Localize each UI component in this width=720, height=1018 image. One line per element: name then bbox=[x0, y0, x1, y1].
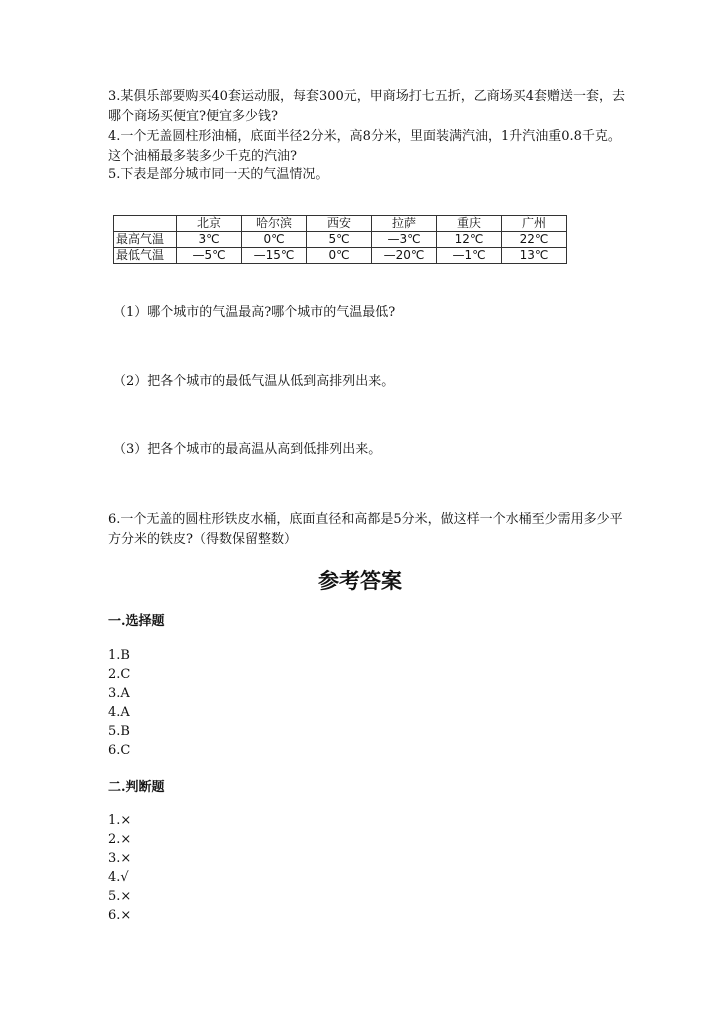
list-item: 2.C bbox=[108, 667, 131, 682]
temperature-table bbox=[113, 215, 567, 264]
list-item: 5.× bbox=[108, 889, 132, 904]
table-row bbox=[114, 248, 567, 264]
section-title-judgment: 二.判断题 bbox=[108, 780, 165, 795]
question-3: 3.某俱乐部要购买40套运动服，每套300元，甲商场打七五折，乙商场买4套赠送一套，去哪个商场买便宜?便宜多少钱? bbox=[108, 89, 626, 124]
list-item: 6.× bbox=[108, 908, 132, 923]
list-item: 6.C bbox=[108, 743, 131, 758]
table-cell: 0℃ bbox=[242, 232, 307, 248]
answer-key-title: 参考答案 bbox=[318, 568, 402, 593]
table-cell: —1℃ bbox=[437, 248, 502, 264]
table-row-label: 最低气温 bbox=[114, 248, 177, 264]
question-4: 4.一个无盖圆柱形油桶，底面半径2分米，高8分米，里面装满汽油，1升汽油重0.8千克。这个油桶最多装多少千克的汽油? bbox=[108, 129, 621, 164]
question-5: 5.下表是部分城市同一天的气温情况。 bbox=[108, 167, 329, 182]
list-item: 3.× bbox=[108, 851, 132, 866]
table-header-cell: 广州 bbox=[502, 216, 567, 232]
table-header-row bbox=[114, 216, 567, 232]
table-header-cell: 西安 bbox=[307, 216, 372, 232]
table-cell: 22℃ bbox=[502, 232, 567, 248]
answer-list-judgment bbox=[108, 811, 131, 925]
table-cell: —5℃ bbox=[177, 248, 242, 264]
question-6: 6.一个无盖的圆柱形铁皮水桶，底面直径和高都是5分米，做这样一个水桶至少需用多少平方分米的铁皮?（得数保留整数） bbox=[108, 512, 623, 547]
list-item: 3.A bbox=[108, 686, 130, 701]
list-item: 1.× bbox=[108, 813, 132, 828]
table-cell: 5℃ bbox=[307, 232, 372, 248]
table-cell: —15℃ bbox=[242, 248, 307, 264]
list-item: 5.B bbox=[108, 724, 130, 739]
sub-question-2: （2）把各个城市的最低气温从低到高排列出来。 bbox=[113, 374, 395, 389]
table-cell: 3℃ bbox=[177, 232, 242, 248]
table-row-label: 最高气温 bbox=[114, 232, 177, 248]
table-row bbox=[114, 232, 567, 248]
table-header-cell: 北京 bbox=[177, 216, 242, 232]
table-cell: —3℃ bbox=[372, 232, 437, 248]
table-header-cell bbox=[114, 216, 177, 232]
sub-question-3: （3）把各个城市的最高温从高到低排列出来。 bbox=[113, 442, 382, 457]
list-item: 1.B bbox=[108, 648, 130, 663]
table-header-cell: 哈尔滨 bbox=[242, 216, 307, 232]
table-header-cell: 拉萨 bbox=[372, 216, 437, 232]
table-cell: 12℃ bbox=[437, 232, 502, 248]
table-cell: 13℃ bbox=[502, 248, 567, 264]
table-cell: 0℃ bbox=[307, 248, 372, 264]
section-title-choice: 一.选择题 bbox=[108, 614, 165, 629]
table-cell: —20℃ bbox=[372, 248, 437, 264]
list-item: 2.× bbox=[108, 832, 132, 847]
list-item: 4.√ bbox=[108, 870, 129, 885]
answer-list-choice bbox=[108, 646, 130, 760]
table-header-cell: 重庆 bbox=[437, 216, 502, 232]
list-item: 4.A bbox=[108, 705, 130, 720]
sub-question-1: （1）哪个城市的气温最高?哪个城市的气温最低? bbox=[113, 305, 396, 320]
